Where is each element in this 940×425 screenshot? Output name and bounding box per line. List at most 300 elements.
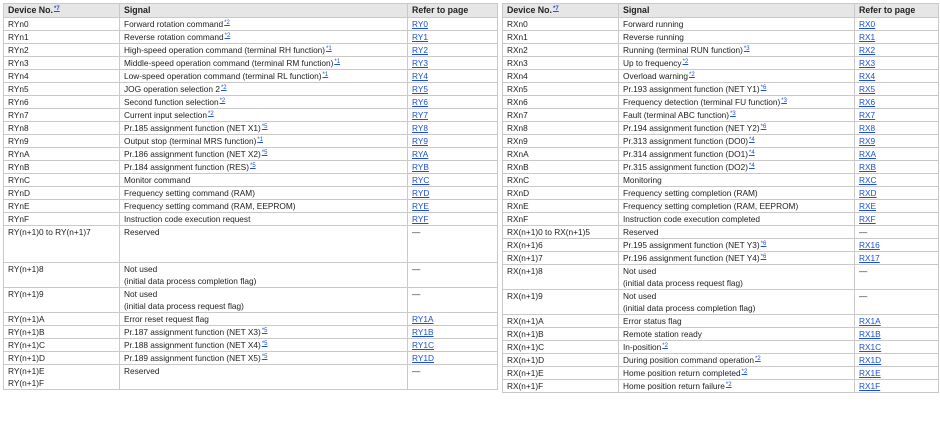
signal-text: Monitoring <box>623 175 662 185</box>
page-link[interactable]: RXB <box>859 162 877 172</box>
footnote-link[interactable]: *6 <box>760 241 767 247</box>
signal-cell <box>120 18 408 31</box>
device-no: RXnE <box>507 201 529 211</box>
signal-subtext: (initial data process completion flag) <box>623 303 756 313</box>
page-link[interactable]: RXD <box>859 188 877 198</box>
device-no-cell <box>4 109 120 122</box>
signal-cell <box>619 187 855 200</box>
no-reference-dash: — <box>412 264 421 274</box>
page-link[interactable]: RY9 <box>412 136 428 146</box>
page-link[interactable]: RY1D <box>412 353 434 363</box>
table-row <box>4 44 498 57</box>
refer-cell <box>855 328 939 341</box>
page-link[interactable]: RX1C <box>859 342 882 352</box>
signal-cell <box>120 213 408 226</box>
page-link[interactable]: RX4 <box>859 71 876 81</box>
signal-text: Pr.193 assignment function (NET Y1) <box>623 84 760 94</box>
table-row <box>4 352 498 365</box>
signal-cell <box>120 109 408 122</box>
device-no-cell <box>503 70 619 83</box>
refer-cell <box>408 83 498 96</box>
footnote-link[interactable]: *7 <box>552 6 559 12</box>
footnote-link[interactable]: *2 <box>725 382 732 388</box>
table-row <box>503 315 939 328</box>
device-no-cell <box>4 226 120 263</box>
refer-cell <box>855 122 939 135</box>
page-link[interactable]: RX1B <box>859 329 881 339</box>
device-no: RX(n+1)7 <box>507 253 543 263</box>
footnote-link[interactable]: *5 <box>249 163 256 169</box>
device-no-cell <box>503 252 619 265</box>
device-no-cell <box>503 83 619 96</box>
device-no: RX(n+1)0 to RX(n+1)5 <box>507 227 591 237</box>
signal-cell <box>619 239 855 252</box>
device-no: RY(n+1)C <box>8 340 45 350</box>
refer-cell <box>855 31 939 44</box>
page-link[interactable]: RX0 <box>859 19 876 29</box>
device-no: RY(n+1)B <box>8 327 45 337</box>
device-no: RYn1 <box>8 32 29 42</box>
signal-cell <box>619 315 855 328</box>
device-no-cell <box>4 187 120 200</box>
signal-text: Frequency setting completion (RAM, EEPROM) <box>623 201 799 211</box>
device-no: RY(n+1)F <box>8 378 45 388</box>
device-no: RYn2 <box>8 45 29 55</box>
signal-cell <box>619 367 855 380</box>
refer-cell <box>855 135 939 148</box>
refer-header: Refer to page <box>855 4 939 18</box>
refer-cell <box>408 135 498 148</box>
signal-text: Second function selection <box>124 97 219 107</box>
refer-cell <box>408 263 498 288</box>
device-no: RXn8 <box>507 123 528 133</box>
device-no: RY(n+1)8 <box>8 264 44 274</box>
signal-text: Remote station ready <box>623 329 702 339</box>
device-no-cell <box>4 313 120 326</box>
device-no-cell <box>4 18 120 31</box>
device-no-cell <box>503 354 619 367</box>
signal-cell <box>120 70 408 83</box>
device-no-cell <box>4 200 120 213</box>
signal-text: Overload warning <box>623 71 689 81</box>
table-row <box>4 226 498 263</box>
device-no-header: Device No.$^{*7}$ <box>4 4 120 18</box>
page-link[interactable]: RX8 <box>859 123 876 133</box>
refer-cell <box>408 109 498 122</box>
table-row <box>503 290 939 315</box>
signal-cell <box>120 200 408 213</box>
device-no-cell <box>4 339 120 352</box>
page-link[interactable]: RY3 <box>412 58 428 68</box>
refer-cell <box>408 352 498 365</box>
footnote-link[interactable]: *3 <box>743 46 750 52</box>
signal-text: Pr.315 assignment function (DO2) <box>623 162 748 172</box>
signal-cell <box>120 313 408 326</box>
page-link[interactable]: RXA <box>859 149 877 159</box>
signal-text: Frequency setting command (RAM, EEPROM) <box>124 201 296 211</box>
device-no-cell <box>4 57 120 70</box>
signal-cell <box>619 135 855 148</box>
refer-cell <box>408 226 498 263</box>
device-no-cell <box>4 161 120 174</box>
table-row <box>503 135 939 148</box>
table-row <box>503 380 939 393</box>
rx-signal-table <box>502 3 939 393</box>
table-row <box>4 339 498 352</box>
signal-cell <box>120 187 408 200</box>
table-row <box>4 187 498 200</box>
device-no-cell <box>503 122 619 135</box>
device-no-cell <box>503 161 619 174</box>
device-no-cell <box>503 341 619 354</box>
signal-text: Pr.314 assignment function (DO1) <box>623 149 748 159</box>
device-no-cell <box>503 265 619 290</box>
page-link[interactable]: RXF <box>859 214 876 224</box>
footnote-link[interactable]: *2 <box>682 59 689 65</box>
table-row <box>503 96 939 109</box>
signal-text: Reserved <box>124 227 160 237</box>
device-no: RXn4 <box>507 71 528 81</box>
page-link[interactable]: RY5 <box>412 84 428 94</box>
page-link[interactable]: RX7 <box>859 110 876 120</box>
table-row <box>503 367 939 380</box>
page-link[interactable]: RXC <box>859 175 877 185</box>
page-link[interactable]: RYB <box>412 162 429 172</box>
refer-cell <box>855 213 939 226</box>
signal-text: Pr.313 assignment function (DO0) <box>623 136 748 146</box>
device-no-cell <box>4 288 120 313</box>
no-reference-dash: — <box>412 366 421 376</box>
device-no-cell <box>4 365 120 390</box>
device-no: RXnC <box>507 175 530 185</box>
table-row <box>4 263 498 288</box>
page-link[interactable]: RX9 <box>859 136 876 146</box>
signal-cell <box>619 70 855 83</box>
table-row <box>4 122 498 135</box>
signal-text: Error status flag <box>623 316 682 326</box>
signal-text: Instruction code execution completed <box>623 214 760 224</box>
signal-cell <box>619 96 855 109</box>
signal-cell <box>120 326 408 339</box>
signal-cell <box>120 31 408 44</box>
footnote-link[interactable]: *2 <box>208 111 214 117</box>
signal-cell <box>120 122 408 135</box>
no-reference-dash: — <box>859 227 868 237</box>
device-no: RY(n+1)A <box>8 314 45 324</box>
refer-cell <box>855 252 939 265</box>
device-no: RYn0 <box>8 19 29 29</box>
footnote-link[interactable]: *5 <box>261 354 268 360</box>
footnote-link[interactable]: *2 <box>754 356 761 362</box>
footnote-link[interactable]: *1 <box>326 46 332 52</box>
device-no-cell <box>503 328 619 341</box>
page-link[interactable]: RY1C <box>412 340 434 350</box>
signal-text: Forward running <box>623 19 684 29</box>
refer-cell <box>408 44 498 57</box>
device-no: RY(n+1)9 <box>8 289 44 299</box>
footnote-link[interactable]: *2 <box>741 369 748 375</box>
signal-cell <box>120 161 408 174</box>
refer-cell <box>408 326 498 339</box>
page-link[interactable]: RY6 <box>412 97 428 107</box>
refer-cell <box>855 354 939 367</box>
device-no: RYn8 <box>8 123 29 133</box>
signal-text: Pr.189 assignment function (NET X5) <box>124 353 261 363</box>
table-row <box>503 44 939 57</box>
table-row <box>503 328 939 341</box>
signal-text: Fault (terminal ABC function) <box>623 110 730 120</box>
refer-cell <box>855 83 939 96</box>
table-row <box>4 135 498 148</box>
refer-cell <box>855 18 939 31</box>
no-reference-dash: — <box>859 291 868 301</box>
device-no: RX(n+1)8 <box>507 266 543 276</box>
footnote-link[interactable]: *3 <box>730 111 736 117</box>
signal-cell <box>120 96 408 109</box>
signal-text: Running (terminal RUN function) <box>623 45 743 55</box>
signal-cell <box>619 122 855 135</box>
footnote-link[interactable]: *2 <box>219 98 226 104</box>
device-no: RXn6 <box>507 97 528 107</box>
signal-cell <box>619 44 855 57</box>
device-no-cell <box>4 44 120 57</box>
table-row <box>503 239 939 252</box>
table-row <box>4 70 498 83</box>
device-no-cell <box>4 135 120 148</box>
footnote-link[interactable]: *4 <box>748 163 755 169</box>
device-no: RX(n+1)E <box>507 368 544 378</box>
footnote-link[interactable]: *2 <box>224 33 231 39</box>
signal-cell <box>619 265 855 290</box>
table-row <box>503 122 939 135</box>
footnote-link[interactable]: *5 <box>261 341 268 347</box>
signal-text: Monitor command <box>124 175 191 185</box>
device-no: RYn4 <box>8 71 29 81</box>
footnote-link[interactable]: *5 <box>261 124 268 130</box>
signal-cell <box>619 83 855 96</box>
page-link[interactable]: RY8 <box>412 123 428 133</box>
page-link[interactable]: RY1B <box>412 327 434 337</box>
device-no-cell <box>4 352 120 365</box>
device-no: RY(n+1)E <box>8 366 45 376</box>
footnote-link[interactable]: *2 <box>662 343 668 349</box>
signal-text: Reserved <box>623 227 659 237</box>
table-row <box>503 70 939 83</box>
refer-cell <box>408 161 498 174</box>
signal-text: Forward rotation command <box>124 19 224 29</box>
page-link[interactable]: RY1 <box>412 32 428 42</box>
page-link[interactable]: RX2 <box>859 45 876 55</box>
table-row <box>4 326 498 339</box>
device-no-cell <box>503 96 619 109</box>
table-header-row <box>4 4 498 18</box>
signal-text: Up to frequency <box>623 58 682 68</box>
page-link[interactable]: RX1F <box>859 381 881 391</box>
page-link[interactable]: RX1 <box>859 32 876 42</box>
device-no-cell <box>503 239 619 252</box>
device-no: RX(n+1)F <box>507 381 544 391</box>
no-reference-dash: — <box>412 289 421 299</box>
signal-cell <box>619 380 855 393</box>
refer-cell <box>408 313 498 326</box>
page-link[interactable]: RYD <box>412 188 430 198</box>
signal-text: Pr.196 assignment function (NET Y4) <box>623 253 760 263</box>
refer-cell <box>855 70 939 83</box>
refer-cell <box>408 200 498 213</box>
page-link[interactable]: RY2 <box>412 45 428 55</box>
refer-cell <box>855 57 939 70</box>
signal-header: Signal <box>120 4 408 18</box>
device-no: RXn9 <box>507 136 528 146</box>
signal-text: Home position return failure <box>623 381 725 391</box>
device-no-cell <box>503 290 619 315</box>
footnote-link[interactable]: *2 <box>224 20 230 26</box>
table-row <box>4 96 498 109</box>
device-no: RXn2 <box>507 45 528 55</box>
page-link[interactable]: RX1A <box>859 316 881 326</box>
device-no: RXn7 <box>507 110 528 120</box>
signal-cell <box>619 290 855 315</box>
signal-text: Not used <box>124 264 158 274</box>
page-link[interactable]: RX16 <box>859 240 880 250</box>
signal-text: JOG operation selection 2 <box>124 84 220 94</box>
page-link[interactable]: RX17 <box>859 253 880 263</box>
table-row <box>4 313 498 326</box>
device-no: RYn9 <box>8 136 29 146</box>
signal-cell <box>619 18 855 31</box>
refer-cell <box>855 226 939 239</box>
footnote-link[interactable]: *1 <box>322 72 329 78</box>
footnote-link[interactable]: *2 <box>220 85 227 91</box>
signal-cell <box>619 161 855 174</box>
table-row <box>4 161 498 174</box>
refer-cell <box>855 367 939 380</box>
page-link[interactable]: RYC <box>412 175 430 185</box>
page-link[interactable]: RX5 <box>859 84 876 94</box>
page-link[interactable]: RY1A <box>412 314 434 324</box>
device-no-cell <box>503 57 619 70</box>
signal-text: Frequency detection (terminal FU function) <box>623 97 781 107</box>
footnote-link[interactable]: *1 <box>257 137 264 143</box>
footnote-link[interactable]: *6 <box>760 254 767 260</box>
device-no-cell <box>503 18 619 31</box>
table-row <box>4 18 498 31</box>
device-no-cell <box>4 83 120 96</box>
device-no-cell <box>503 148 619 161</box>
refer-cell <box>408 31 498 44</box>
refer-header: Refer to page <box>408 4 498 18</box>
device-no-cell <box>4 263 120 288</box>
footnote-link[interactable]: *2 <box>689 72 695 78</box>
page-link[interactable]: RY0 <box>412 19 428 29</box>
table-row <box>503 18 939 31</box>
footnote-link[interactable]: *4 <box>748 150 755 156</box>
refer-cell <box>855 341 939 354</box>
footnote-link[interactable]: *5 <box>261 150 268 156</box>
table-header-row <box>503 4 939 18</box>
page-link[interactable]: RX6 <box>859 97 876 107</box>
page-link[interactable]: RX1E <box>859 368 881 378</box>
refer-cell <box>855 161 939 174</box>
footnote-link[interactable]: *4 <box>748 137 755 143</box>
footnote-link[interactable]: *6 <box>760 85 767 91</box>
signal-subtext: (initial data process request flag) <box>623 278 743 288</box>
signal-text: Frequency setting command (RAM) <box>124 188 255 198</box>
refer-cell <box>408 96 498 109</box>
signal-text: Not used <box>623 291 657 301</box>
signal-cell <box>619 200 855 213</box>
signal-cell <box>120 339 408 352</box>
table-row <box>4 148 498 161</box>
signal-cell <box>120 83 408 96</box>
device-no: RX(n+1)C <box>507 342 545 352</box>
table-row <box>503 252 939 265</box>
page-link[interactable]: RX3 <box>859 58 876 68</box>
footnote-link[interactable]: *7 <box>53 6 60 12</box>
signal-text: Home position return completed <box>623 368 741 378</box>
signal-text: Not used <box>124 289 158 299</box>
refer-cell <box>855 187 939 200</box>
signal-text: Error reset request flag <box>124 314 209 324</box>
page-link[interactable]: RX1D <box>859 355 882 365</box>
signal-cell <box>619 226 855 239</box>
device-no-cell <box>503 315 619 328</box>
page-link[interactable]: RY4 <box>412 71 428 81</box>
device-no-cell <box>503 367 619 380</box>
refer-cell <box>855 109 939 122</box>
device-no: RY(n+1)D <box>8 353 45 363</box>
page-link[interactable]: RYF <box>412 214 429 224</box>
refer-cell <box>855 44 939 57</box>
refer-cell <box>408 122 498 135</box>
signal-text: Pr.184 assignment function (RES) <box>124 162 249 172</box>
signal-text: Reverse running <box>623 32 684 42</box>
device-no: RXn5 <box>507 84 528 94</box>
device-no: RX(n+1)9 <box>507 291 543 301</box>
table-row <box>503 341 939 354</box>
page-link[interactable]: RXE <box>859 201 877 211</box>
footnote-link[interactable]: *5 <box>261 328 268 334</box>
table-row <box>4 31 498 44</box>
device-no: RY(n+1)0 to RY(n+1)7 <box>8 227 91 237</box>
signal-text: Reverse rotation command <box>124 32 224 42</box>
signal-text: Middle-speed operation command (terminal RM function) <box>124 58 334 68</box>
page-link[interactable]: RY7 <box>412 110 428 120</box>
page-link[interactable]: RYA <box>412 149 429 159</box>
device-no: RYnC <box>8 175 30 185</box>
table-row <box>503 187 939 200</box>
footnote-link[interactable]: *1 <box>334 59 341 65</box>
signal-cell <box>120 148 408 161</box>
device-no: RYn6 <box>8 97 29 107</box>
device-no: RXn3 <box>507 58 528 68</box>
refer-cell <box>855 239 939 252</box>
page-link[interactable]: RYE <box>412 201 429 211</box>
signal-cell <box>120 263 408 288</box>
device-no-cell <box>503 187 619 200</box>
device-no: RYnF <box>8 214 30 224</box>
table-row <box>4 83 498 96</box>
signal-text: Pr.187 assignment function (NET X3) <box>124 327 261 337</box>
ry-signal-table <box>3 3 498 390</box>
footnote-link[interactable]: *3 <box>781 98 787 104</box>
refer-cell <box>855 265 939 290</box>
footnote-link[interactable]: *6 <box>760 124 767 130</box>
signal-text: Pr.188 assignment function (NET X4) <box>124 340 261 350</box>
signal-text: Low-speed operation command (terminal RL function) <box>124 71 322 81</box>
device-no-cell <box>4 148 120 161</box>
table-row <box>4 288 498 313</box>
